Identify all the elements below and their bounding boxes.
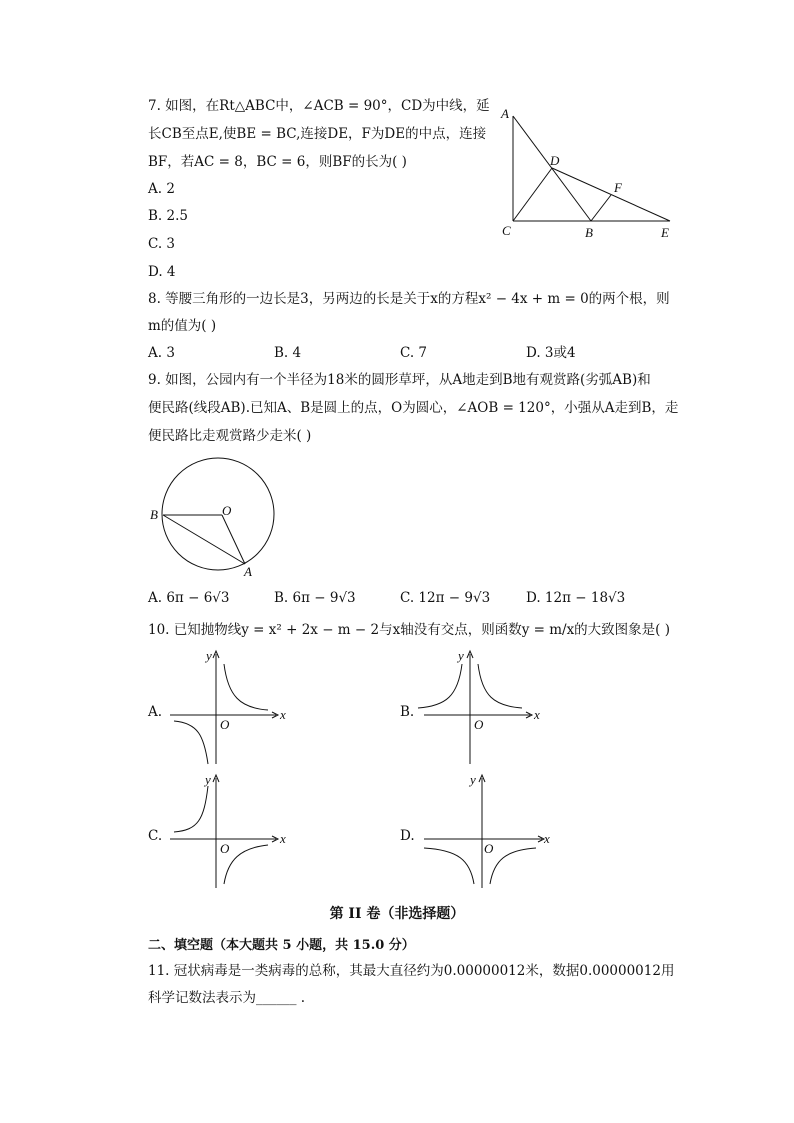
q10-b-x-label: x: [534, 707, 540, 722]
q8-line-1: 8. 等腰三角形的一边长是3，另两边的长是关于x的方程x² − 4x + m = 0的两个根，则: [148, 291, 670, 307]
q9-circle-figure: [148, 458, 288, 583]
q11-line-1: 11. 冠状病毒是一类病毒的总称，其最大直径约为0.00000012米，数据0.00000012用: [148, 963, 675, 979]
section2-heading: 二、填空题（本大题共 5 小题，共 15.0 分）: [148, 938, 415, 953]
q8-option-b: B. 4: [274, 345, 302, 361]
q8-option-a: A. 3: [148, 345, 175, 361]
q10-a-y-label: y: [206, 648, 212, 663]
q7-label-d: D: [550, 153, 560, 168]
q7-label-e: E: [661, 225, 669, 240]
q10-c-y-label: y: [205, 772, 211, 787]
q7-line-1: 7. 如图，在Rt△ABC中，∠ACB = 90°，CD为中线，延: [148, 98, 490, 114]
q10-b-y-label: y: [458, 648, 464, 663]
q10-line: 10. 已知抛物线y = x² + 2x − m − 2与x轴没有交点，则函数y = m/x的大致图象是( ): [148, 622, 671, 638]
q7-option-b: B. 2.5: [148, 208, 188, 224]
q7-option-a: A. 2: [148, 181, 175, 197]
q7-option-c: C. 3: [148, 236, 176, 252]
q10-option-d-label: D.: [400, 828, 415, 844]
q10-option-c-label: C.: [148, 828, 163, 844]
q9-line-1: 9. 如图，公园内有一个半径为18米的圆形草坪，从A地走到B地有观赏路(劣弧AB)和: [148, 372, 651, 388]
q7-label-c: C: [502, 223, 511, 238]
q10-c-x-label: x: [280, 831, 286, 846]
q8-option-c: C. 7: [400, 345, 428, 361]
q10-option-a-label: A.: [148, 704, 163, 720]
q9-label-a: A: [244, 564, 252, 579]
q10-c-origin-label: O: [220, 841, 230, 856]
q7-label-a: A: [501, 106, 509, 121]
q10-graph-a: [168, 648, 298, 768]
q10-d-x-label: x: [544, 831, 550, 846]
q8-line-2: m的值为( ): [148, 318, 217, 334]
q9-option-b: B. 6π − 9√3: [274, 590, 356, 606]
q9-label-b: B: [150, 507, 158, 522]
q11-line-2: 科学记数法表示为______ .: [148, 990, 306, 1006]
q10-graph-b: [422, 648, 552, 768]
q10-graph-c: [168, 772, 298, 892]
q10-graph-d: [422, 772, 552, 892]
q10-a-origin-label: O: [220, 717, 230, 732]
q9-option-a: A. 6π − 6√3: [148, 590, 230, 606]
q8-option-d: D. 3或4: [526, 345, 576, 361]
q10-option-b-label: B.: [400, 704, 415, 720]
q7-triangle-figure: [498, 104, 678, 244]
q9-label-o: O: [222, 503, 232, 518]
q9-option-d: D. 12π − 18√3: [526, 590, 626, 606]
q10-b-origin-label: O: [474, 717, 484, 732]
q7-label-f: F: [614, 180, 622, 195]
q7-label-b: B: [585, 225, 593, 240]
q9-line-2: 便民路(线段AB).已知A、B是圆上的点，O为圆心，∠AOB = 120°，小强从A走到B，走: [148, 400, 679, 416]
q7-option-d: D. 4: [148, 264, 176, 280]
part2-title: 第 II 卷（非选择题）: [329, 906, 465, 922]
q7-line-2: 长CB至点E,使BE = BC,连接DE，F为DE的中点，连接: [148, 126, 487, 142]
q9-option-c: C. 12π − 9√3: [400, 590, 491, 606]
q10-d-origin-label: O: [484, 841, 494, 856]
q10-a-x-label: x: [280, 707, 286, 722]
q7-line-3: BF，若AC = 8，BC = 6，则BF的长为( ): [148, 154, 407, 170]
q9-line-3: 便民路比走观赏路少走米( ): [148, 428, 312, 444]
q10-d-y-label: y: [470, 772, 476, 787]
